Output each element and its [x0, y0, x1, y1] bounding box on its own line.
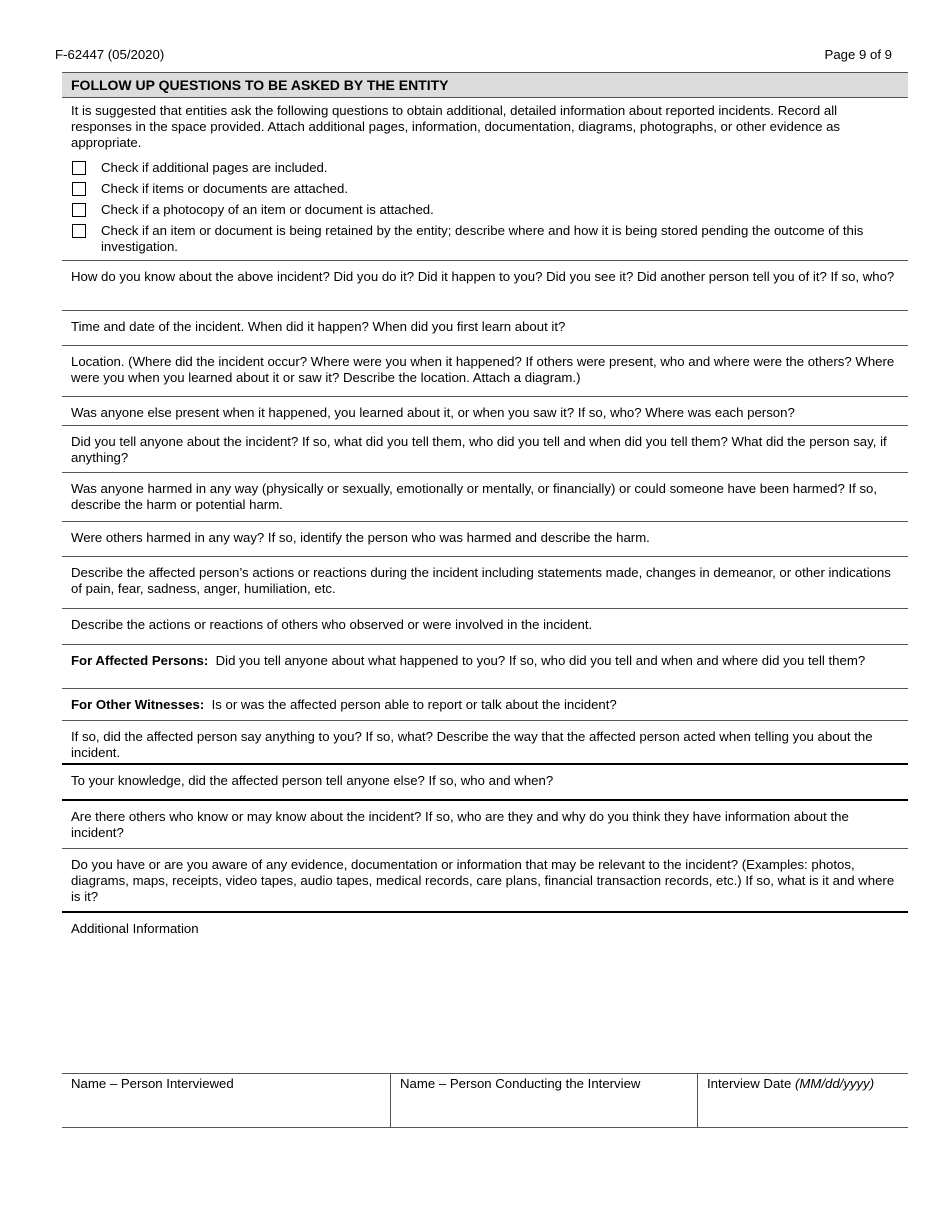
question-text: Was anyone else present when it happened, you learned about it, or when you saw it? If so, who? Where was each person? [71, 405, 795, 420]
question-others-actions[interactable] [62, 608, 908, 644]
question-text: Describe the affected person’s actions or reactions during the incident including statements made, changes in demeanor, or other indications of pain, fear, sadness, anger, humiliation, etc. [71, 565, 891, 596]
field-label: Interview Date [707, 1076, 795, 1091]
question-label: For Affected Persons: [71, 653, 209, 668]
question-location[interactable] [62, 345, 908, 396]
section-title: FOLLOW UP QUESTIONS TO BE ASKED BY THE ENTITY [62, 72, 908, 98]
question-anyone-harmed[interactable] [62, 472, 908, 521]
checkbox-photocopy-attached[interactable] [72, 203, 86, 217]
question-text: Describe the actions or reactions of others who observed or were involved in the incident. [71, 617, 593, 632]
interviewer-field[interactable] [391, 1074, 698, 1127]
question-text: To your knowledge, did the affected person tell anyone else? If so, who and when? [71, 773, 554, 788]
page-number: Page 9 of 9 [824, 47, 892, 62]
checkbox-row[interactable] [71, 160, 908, 176]
question-text: Time and date of the incident. When did it happen? When did you first learn about it? [71, 319, 566, 334]
intro-text: It is suggested that entities ask the following questions to obtain additional, detailed information about reported incidents. Record all responses in the space provided. Attach additional pages, information, documentation, diagrams, photographs, or other evidence as appropriate. [71, 103, 841, 150]
question-tell-anyone[interactable] [62, 425, 908, 472]
checkbox-item-retained[interactable] [72, 224, 86, 238]
checkbox-row[interactable] [71, 202, 908, 218]
question-text: How do you know about the above incident? Did you do it? Did it happen to you? Did you see it? Did another person tell you of it? If so, who? [71, 269, 895, 284]
question-told-anyone-else[interactable] [62, 763, 908, 799]
checkbox-label: Check if an item or document is being retained by the entity; describe where and how it is being stored pending the outcome of this investigation. [101, 223, 864, 254]
field-label: Name – Person Conducting the Interview [400, 1076, 641, 1091]
checkbox-row[interactable] [71, 223, 908, 255]
question-affected-said[interactable] [62, 720, 908, 763]
question-text: Location. (Where did the incident occur? Where were you when it happened? If others were present, who and where were the others? Where were you when you learned about it or saw it? Describe the location. Attach a diagram.) [71, 354, 895, 385]
field-label: Name – Person Interviewed [71, 1076, 234, 1091]
signature-row [62, 1073, 908, 1128]
question-anyone-present[interactable] [62, 396, 908, 425]
question-text: Were others harmed in any way? If so, identify the person who was harmed and describe the harm. [71, 530, 650, 545]
question-other-witnesses[interactable] [62, 688, 908, 720]
question-text: Did you tell anyone about what happened to you? If so, who did you tell and when and where did you tell them? [215, 653, 866, 668]
checkbox-label: Check if a photocopy of an item or document is attached. [101, 202, 434, 217]
question-text: Additional Information [71, 921, 199, 936]
checkbox-items-attached[interactable] [72, 182, 86, 196]
checkbox-label: Check if additional pages are included. [101, 160, 328, 175]
follow-up-form [62, 72, 908, 1076]
checkbox-label: Check if items or documents are attached. [101, 181, 349, 196]
checkbox-additional-pages[interactable] [72, 161, 86, 175]
question-text: Do you have or are you aware of any evidence, documentation or information that may be relevant to the incident? (Examples: photos, diagrams, maps, receipts, video tapes, audio tapes, medical records, care plans, financial transaction records, etc.) If so, what is it and where is it? [71, 857, 895, 904]
question-how-know[interactable] [62, 260, 908, 310]
checkbox-list [62, 151, 908, 260]
date-format-hint: (MM/dd/yyyy) [794, 1076, 875, 1091]
question-text: Did you tell anyone about the incident? If so, what did you tell them, who did you tell and when did you tell them? What did the person say, if anything? [71, 434, 887, 465]
question-others-harmed[interactable] [62, 521, 908, 556]
question-text: Was anyone harmed in any way (physically or sexually, emotionally or mentally, or financially) or could someone have been harmed? If so, describe the harm or potential harm. [71, 481, 878, 512]
question-others-know[interactable] [62, 799, 908, 848]
checkbox-row[interactable] [71, 181, 908, 197]
additional-information[interactable] [62, 911, 908, 1076]
question-time-date[interactable] [62, 310, 908, 345]
interview-date-field[interactable] [698, 1074, 908, 1127]
question-text: Are there others who know or may know about the incident? If so, who are they and why do you think they have information about the incident? [71, 809, 849, 840]
question-text: If so, did the affected person say anything to you? If so, what? Describe the way that the affected person acted when telling you about the incident. [71, 729, 873, 760]
question-label: For Other Witnesses: [71, 697, 205, 712]
person-interviewed-field[interactable] [62, 1074, 391, 1127]
question-affected-persons[interactable] [62, 644, 908, 688]
form-id: F-62447 (05/2020) [55, 47, 165, 62]
question-text: Is or was the affected person able to report or talk about the incident? [211, 697, 617, 712]
question-evidence[interactable] [62, 848, 908, 911]
question-affected-actions[interactable] [62, 556, 908, 608]
